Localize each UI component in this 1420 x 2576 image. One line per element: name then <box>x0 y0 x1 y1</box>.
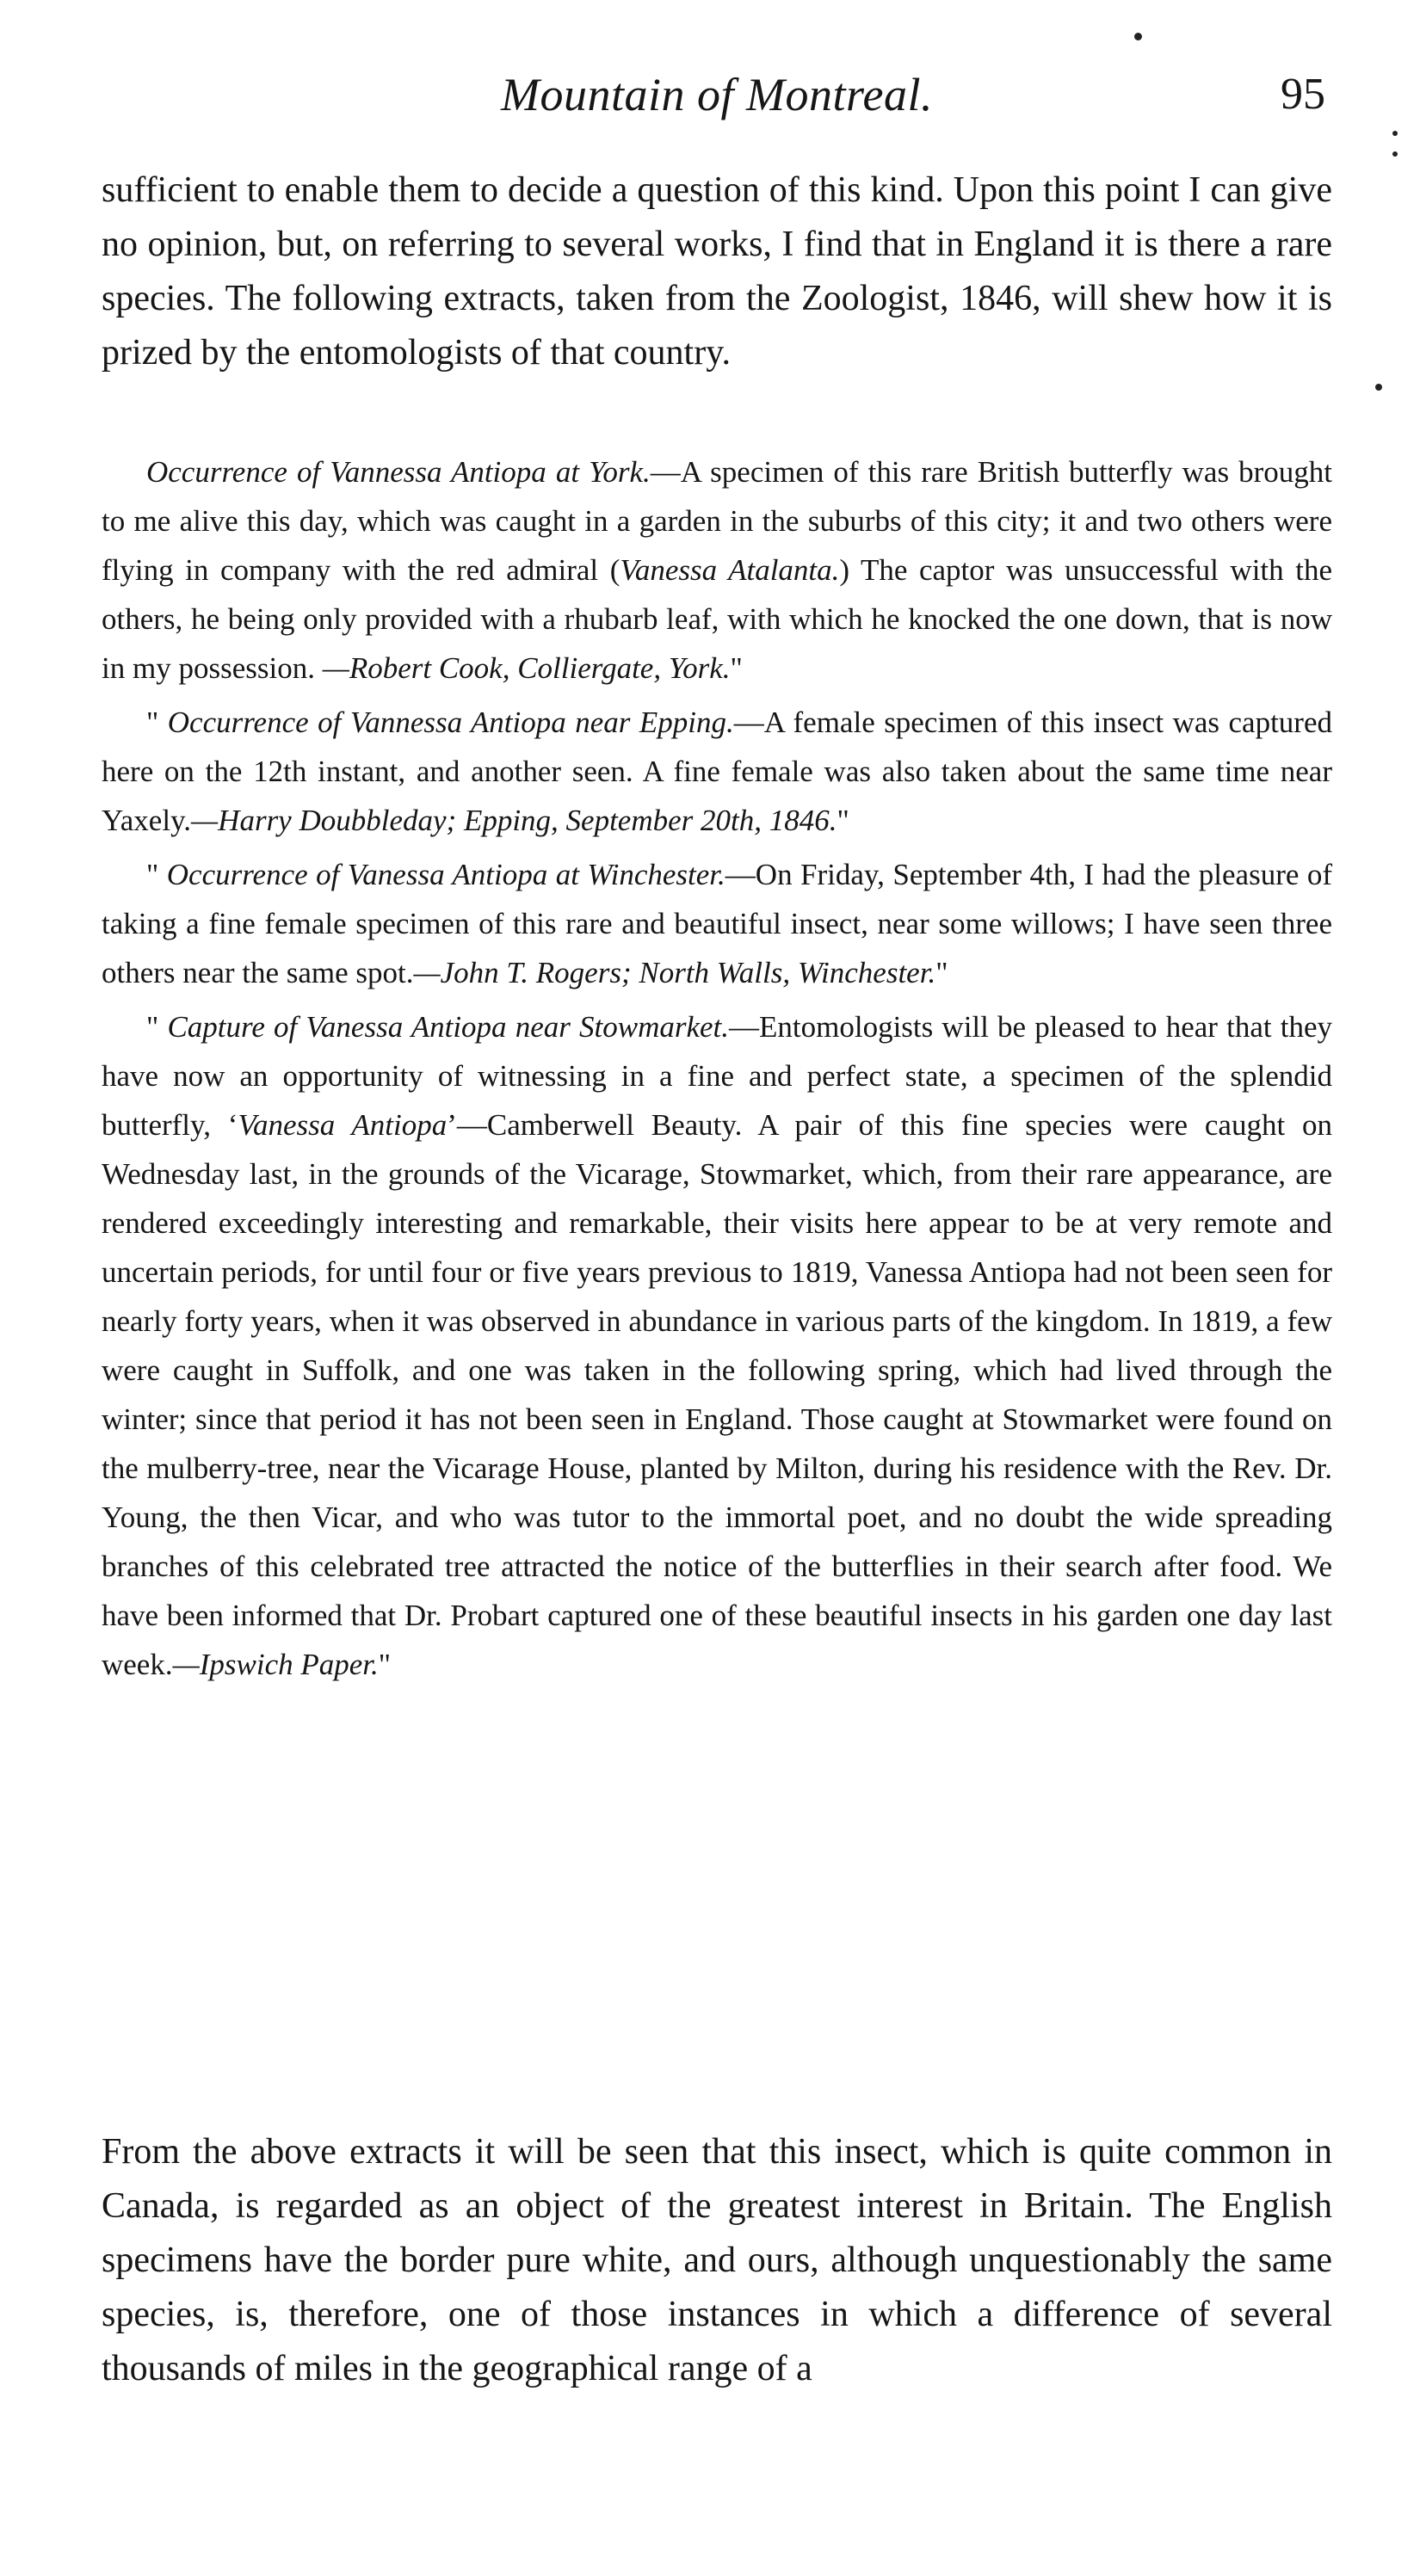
extract-body: —A female specimen of this insect was captured here on the 12th instant, and another seen. A fine female was also taken about the same time near Yaxely. <box>102 706 1332 837</box>
extract-title: Capture of Vanessa Antiopa near Stowmarket. <box>167 1010 730 1044</box>
ink-speck-margin-a <box>1392 131 1398 136</box>
extract-open-quote: " <box>146 706 168 739</box>
extract-citation: —Ipswich Paper. <box>172 1648 379 1681</box>
ink-speck-margin-c <box>1375 384 1382 391</box>
intro-paragraph: sufficient to enable them to decide a question of this kind. Upon this point I can give no opinion, but, on referring to several works, I find that in England it is there a rare species. The following extracts, taken from the Zoologist, 1846, will shew how it is prized by the entomologists of that country. <box>102 170 1332 373</box>
page-number: 95 <box>1281 70 1325 119</box>
extract-york <box>102 447 1332 693</box>
extract-winchester <box>102 850 1332 997</box>
extract-body: —Entomologists will be pleased to hear that they have now an opportunity of witnessing in a fine and perfect state, a specimen of the splendid butterfly, ‘ <box>102 1010 1332 1142</box>
extract-close-quote: " <box>378 1648 392 1681</box>
extract-close-quote: " <box>935 956 948 989</box>
extract-epping <box>102 698 1332 845</box>
closing-paragraph: From the above extracts it will be seen that this insect, which is quite common in Canada, is regarded as an object of the greatest interest in Britain. The English specimens have the border pure white, and ours, although unquestionably the same species, is, therefore, one of those instances in which a difference of several thousands of miles in the geographical range of a <box>102 2132 1332 2388</box>
extract-close-quote: " <box>730 651 743 685</box>
extract-title: Occurrence of Vannessa Antiopa at York. <box>146 455 651 489</box>
extract-open-quote: " <box>146 1010 168 1044</box>
extract-inline-italic: Vanessa Antiopa <box>238 1108 448 1142</box>
extract-body-after: ’—Camberwell Beauty. A pair of this fine species were caught on Wednesday last, in the grounds of the Vicarage, Stowmarket, which, from their rare appearance, are rendered exceedingly interesting and remarkable, their visits here appear to be at very remote and uncertain periods, for until four or five years previous to 1819, Vanessa Antiopa had not been seen for nearly forty years, when it was observed in abundance in various parts of the kingdom. In 1819, a few were caught in Suffolk, and one was taken in the following spring, which had lived through the winter; since that period it has not been seen in England. Those caught at Stowmarket were found on the mulberry-tree, near the Vicarage House, planted by Milton, during his residence with the Rev. Dr. Young, the then Vicar, and who was tutor to the immortal poet, and no doubt the wide spreading branches of this celebrated tree attracted the notice of the butterflies in their search after food. We have been informed that Dr. Probart captured one of these beautiful insects in his garden one day last week. <box>102 1108 1332 1681</box>
extract-title: Occurrence of Vanessa Antiopa at Winchester. <box>166 858 725 891</box>
extract-close-quote: " <box>837 804 849 837</box>
zoologist-extracts <box>102 447 1332 1694</box>
ink-speck-top <box>1134 33 1142 40</box>
extract-open-quote: " <box>146 858 167 891</box>
extract-citation: —Harry Doubbleday; Epping, September 20th, 1846. <box>191 804 837 837</box>
extract-body: —A specimen of this rare British butterfly was brought to me alive this day, which was caught in a garden in the suburbs of this city; it and two others were flying in company with the red admiral ( <box>102 455 1333 587</box>
extract-stowmarket <box>102 1002 1332 1689</box>
extract-citation: —John T. Rogers; North Walls, Winchester. <box>413 956 936 989</box>
extract-body-after: ) The captor was unsuccessful with the others, he being only provided with a rhubarb leaf, with which he knocked the one down, that is now in my possession. <box>102 553 1332 685</box>
extract-citation: —Robert Cook, Colliergate, York. <box>322 651 731 685</box>
running-title: Mountain of Montreal. <box>501 69 933 120</box>
ink-speck-margin-b <box>1392 151 1398 157</box>
extract-inline-italic: Vanessa Atalanta. <box>620 553 840 587</box>
extract-title: Occurrence of Vannessa Antiopa near Epping. <box>167 706 734 739</box>
page-header <box>102 60 1332 129</box>
extract-body: —On Friday, September 4th, I had the pleasure of taking a fine female specimen of this rare and beautiful insect, near some willows; I have seen three others near the same spot. <box>102 858 1332 989</box>
